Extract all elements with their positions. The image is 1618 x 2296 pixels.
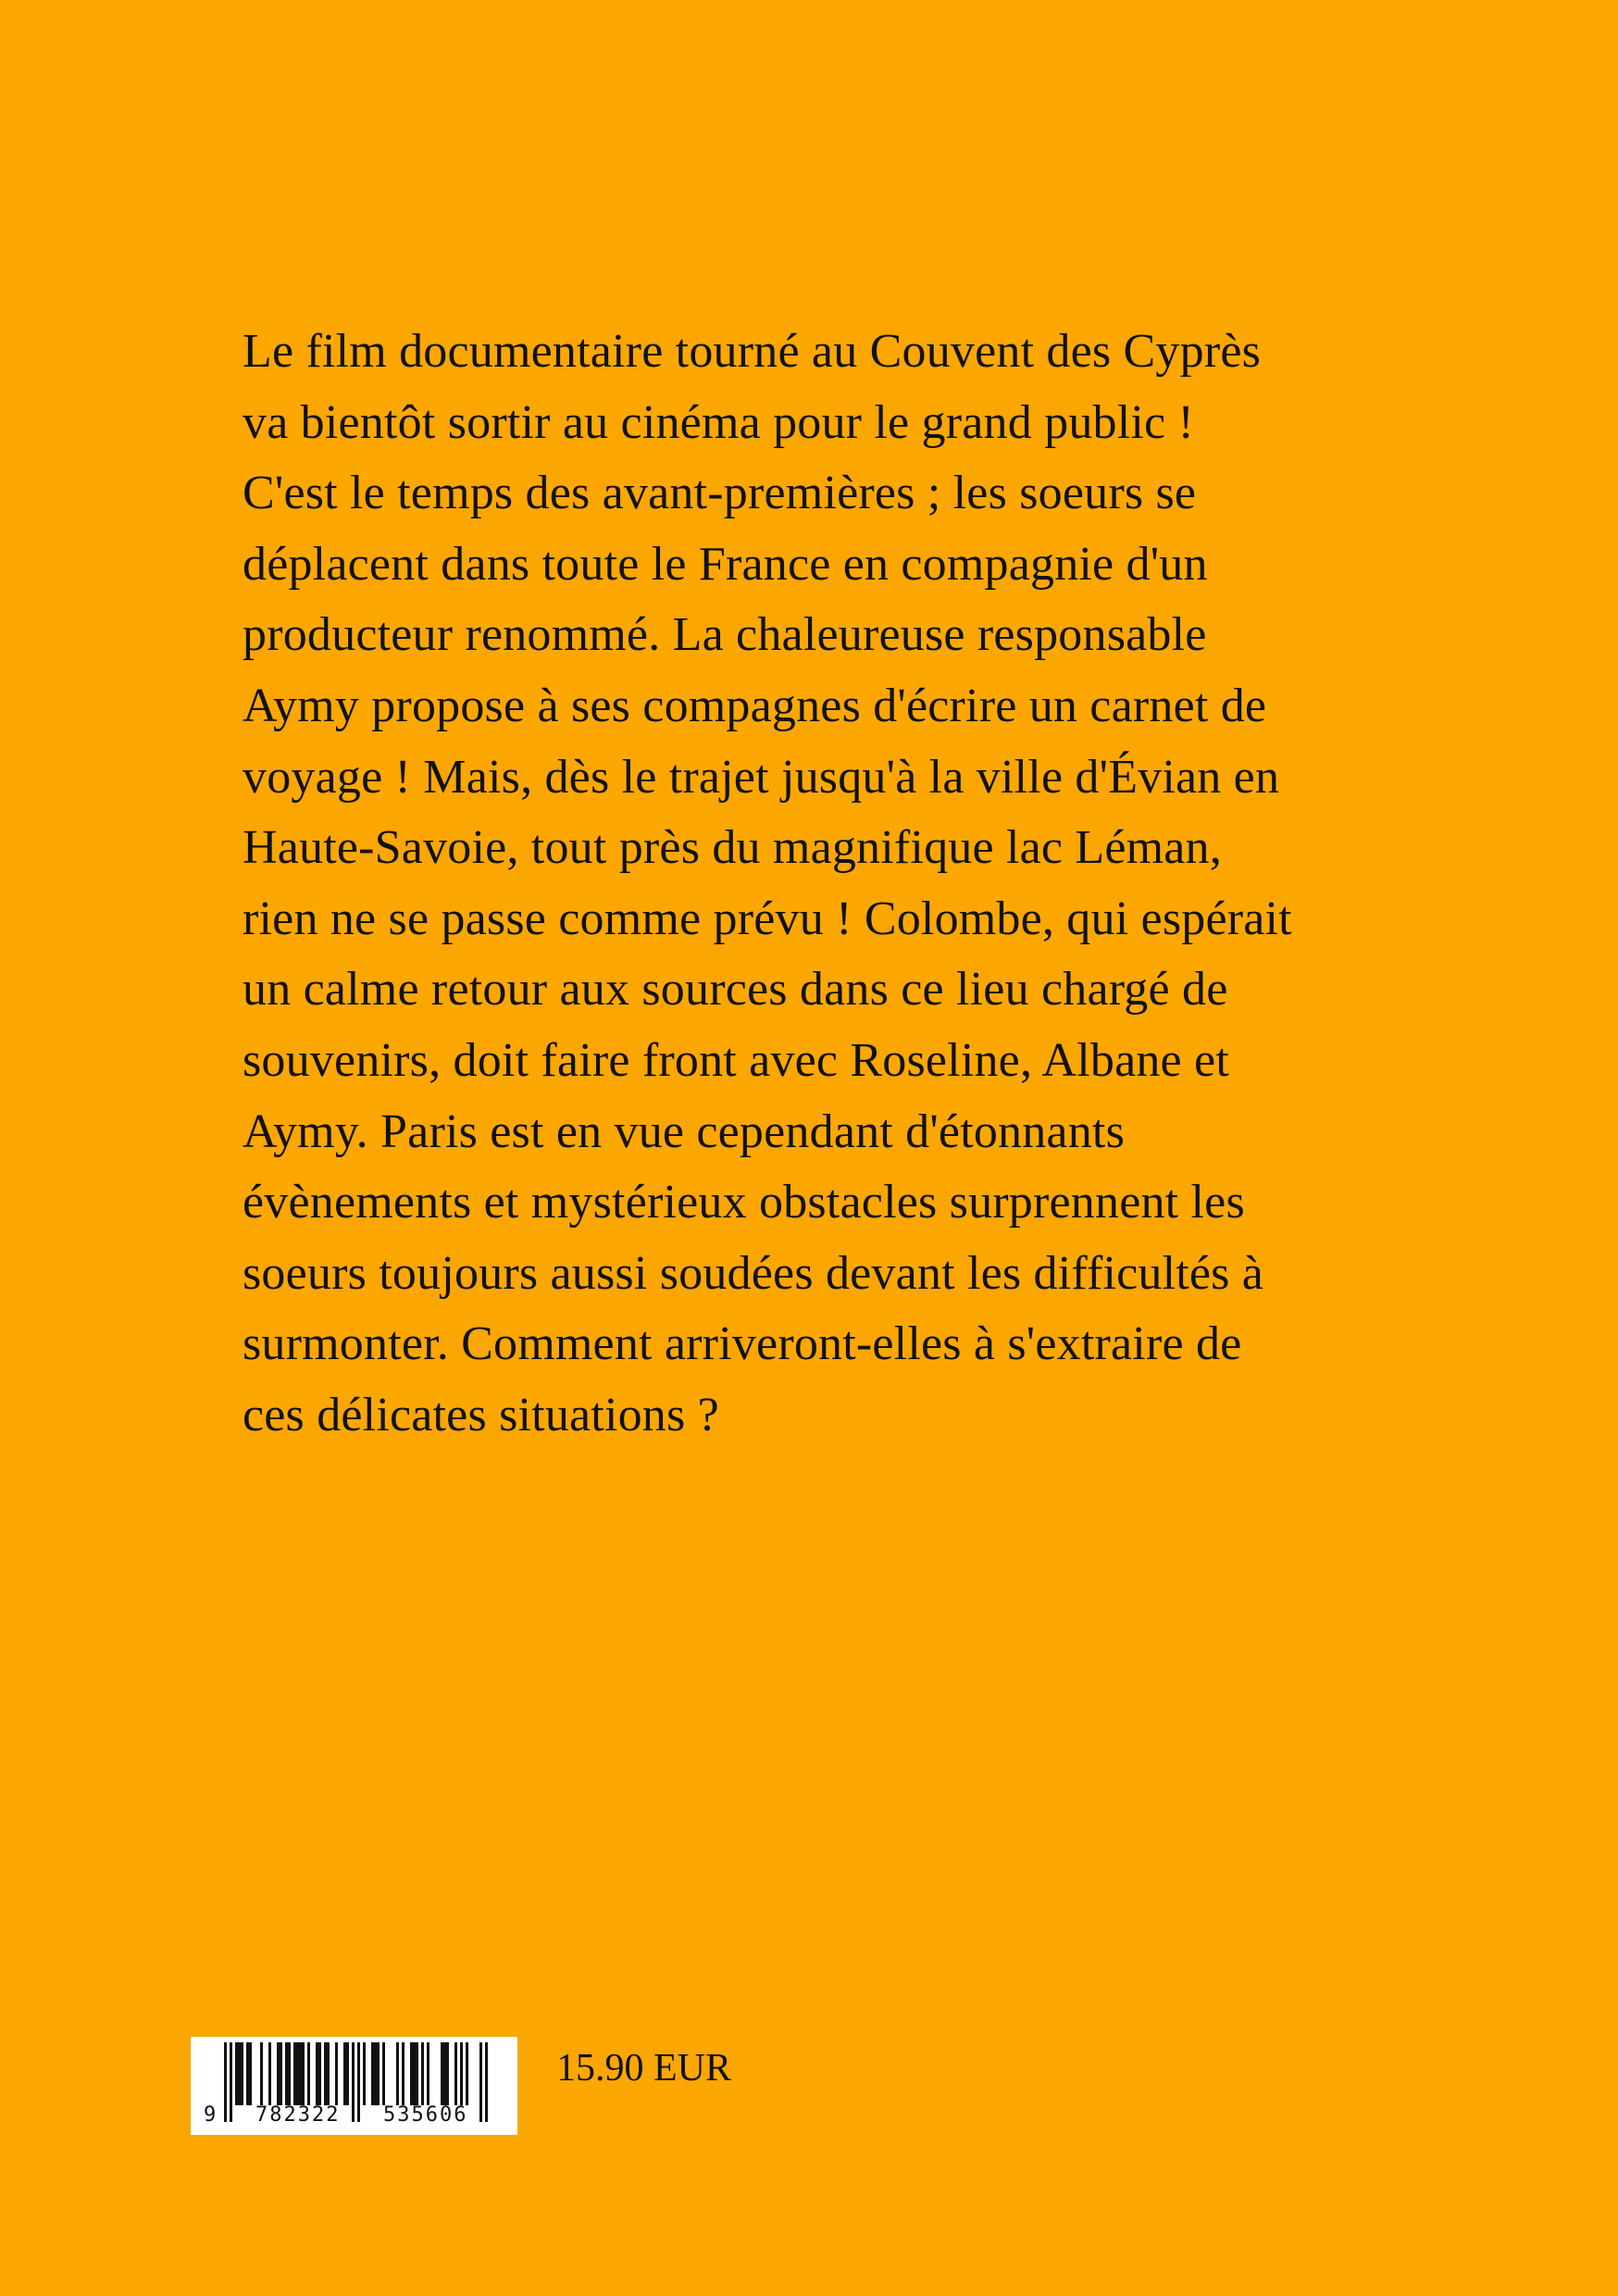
blurb-line: C'est le temps des avant-premières ; les soeurs se (243, 467, 1197, 520)
barcode-bar (335, 2042, 338, 2105)
back-cover-blurb (243, 317, 1409, 1452)
barcode-bar (241, 2042, 243, 2105)
barcode-bar (296, 2042, 299, 2105)
barcode-bar (324, 2042, 327, 2105)
barcode-bar (371, 2042, 374, 2105)
barcode-bar (277, 2042, 280, 2105)
barcode-bar (307, 2042, 310, 2105)
barcode-bar (421, 2042, 424, 2105)
barcode-first-digit: 9 (204, 2103, 217, 2127)
barcode-bar (293, 2042, 296, 2105)
barcode-bar (302, 2042, 305, 2105)
barcode-bar (346, 2042, 349, 2105)
barcode-bar (382, 2042, 385, 2105)
barcode-bar (377, 2042, 380, 2105)
barcode-bar (441, 2042, 443, 2105)
barcode-bar (402, 2042, 404, 2105)
blurb-line: producteur renommé. La chaleureuse responsable (243, 608, 1207, 662)
blurb-line: soeurs toujours aussi soudées devant les difficultés à (243, 1246, 1264, 1300)
blurb-line: Le film documentaire tourné au Couvent des Cyprès (243, 325, 1262, 378)
barcode-bar (363, 2042, 366, 2105)
barcode-right-group: 535606 (383, 2103, 468, 2127)
blurb-line: va bientôt sortir au cinéma pour le grand public ! (243, 395, 1195, 449)
barcode-bar (396, 2042, 399, 2105)
blurb-line: rien ne se passe comme prévu ! Colombe, qui espérait (243, 892, 1292, 945)
blurb-line: Haute-Savoie, tout près du magnifique lac Léman, (243, 821, 1222, 875)
blurb-line: souvenirs, doit faire front avec Roseline, Albane et (243, 1033, 1229, 1087)
barcode-bar (285, 2042, 288, 2105)
barcode-bar (343, 2042, 346, 2105)
blurb-line: ces délicates situations ? (243, 1388, 719, 1441)
blurb-line: Aymy propose à ses compagnes d'écrire un carnet de (243, 679, 1267, 732)
barcode-bar (238, 2042, 241, 2105)
barcode-bar (288, 2042, 291, 2105)
barcode-bar (413, 2042, 416, 2105)
barcode-bar (316, 2042, 318, 2105)
barcode-bar (299, 2042, 302, 2105)
blurb-line: évènements et mystérieux obstacles surprennent les (243, 1176, 1245, 1229)
barcode-digits (191, 2103, 517, 2133)
blurb-line: Aymy. Paris est en vue cependant d'étonnants (243, 1104, 1126, 1158)
barcode-bar (246, 2042, 249, 2105)
barcode-bar (443, 2042, 446, 2105)
barcode-bar (460, 2042, 463, 2105)
barcode-bar (454, 2042, 457, 2105)
barcode-bar (410, 2042, 413, 2105)
barcode-bar (466, 2042, 468, 2105)
barcode-bar (260, 2042, 263, 2105)
blurb-line: un calme retour aux sources dans ce lieu chargé de (243, 963, 1228, 1017)
barcode-bar (235, 2042, 238, 2105)
barcode-left-group: 782322 (255, 2103, 341, 2127)
barcode-bar (327, 2042, 330, 2105)
barcode-bar (318, 2042, 321, 2105)
blurb-line: déplacent dans toute le France en compagnie d'un (243, 537, 1208, 591)
barcode-bar (280, 2042, 282, 2105)
barcode-bar (427, 2042, 429, 2105)
barcode-bar (249, 2042, 252, 2105)
blurb-line: surmonter. Comment arriveront-elles à s'extraire de (243, 1317, 1242, 1371)
barcode-bar (268, 2042, 271, 2105)
barcode-bar (446, 2042, 449, 2105)
price-label: 15.90 EUR (556, 2047, 731, 2090)
barcode-bar (374, 2042, 377, 2105)
blurb-line: voyage ! Mais, dès le trajet jusqu'à la ville d'Évian en (243, 750, 1280, 804)
isbn-barcode (191, 2037, 517, 2135)
barcode-bar (416, 2042, 418, 2105)
